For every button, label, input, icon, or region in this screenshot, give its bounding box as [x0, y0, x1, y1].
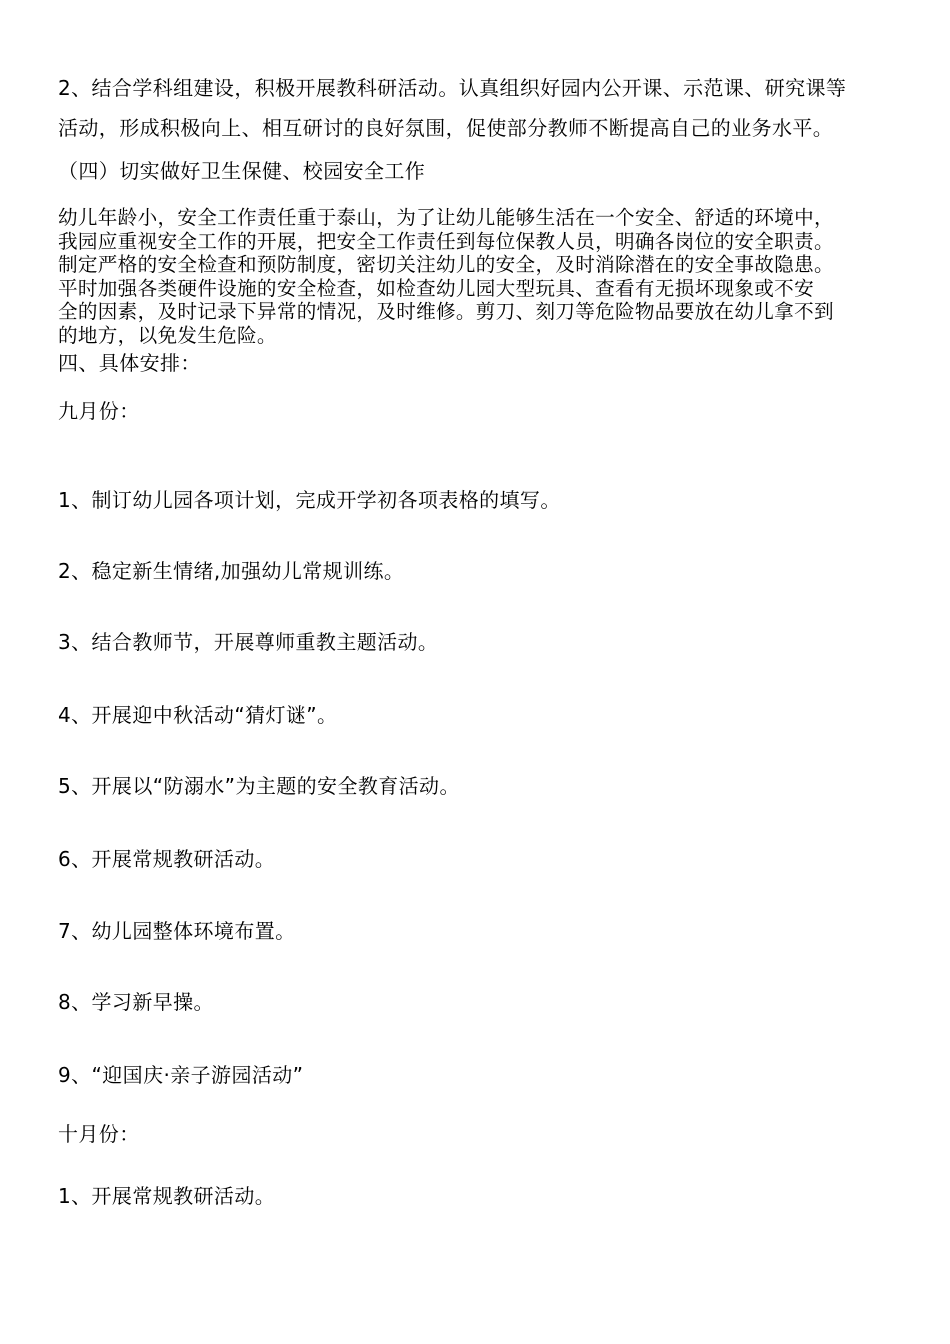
september-item-7: 7、幼儿园整体环境布置。: [58, 919, 296, 943]
september-item-2: 2、稳定新生情绪,加强幼儿常规训练。: [58, 559, 405, 583]
safety-paragraph-line: 的地方，以免发生危险。: [58, 323, 277, 347]
safety-paragraph-line: 我园应重视安全工作的开展，把安全工作责任到每位保教人员，明确各岗位的安全职责。: [58, 229, 834, 253]
september-item-9: 9、“迎国庆·亲子游园活动”: [58, 1063, 304, 1087]
safety-paragraph-line: 平时加强各类硬件设施的安全检查，如检查幼儿园大型玩具、查看有无损坏现象或不安: [58, 276, 814, 300]
september-item-5: 5、开展以“防溺水”为主题的安全教育活动。: [58, 774, 460, 798]
safety-paragraph-line: 制定严格的安全检查和预防制度，密切关注幼儿的安全，及时消除潜在的安全事故隐患。: [58, 253, 834, 276]
september-heading: 九月份：: [58, 399, 140, 423]
september-item-4: 4、开展迎中秋活动“猜灯谜”。: [58, 703, 338, 727]
schedule-heading: 四、具体安排：: [58, 351, 201, 375]
intro-item-2-line-1: 2、结合学科组建设，积极开展教科研活动。认真组织好园内公开课、示范课、研究课等: [58, 76, 847, 100]
september-item-1: 1、制订幼儿园各项计划，完成开学初各项表格的填写。: [58, 488, 561, 512]
october-item-1: 1、开展常规教研活动。: [58, 1184, 276, 1208]
safety-paragraph: [58, 206, 908, 347]
intro-item-2-line-2: 活动，形成积极向上、相互研讨的良好氛围，促使部分教师不断提高自己的业务水平。: [58, 116, 834, 140]
september-item-6: 6、开展常规教研活动。: [58, 847, 276, 871]
section-4-heading: （四）切实做好卫生保健、校园安全工作: [58, 159, 426, 183]
october-heading: 十月份：: [58, 1122, 140, 1146]
september-item-8: 8、学习新早操。: [58, 990, 214, 1014]
safety-paragraph-line: 全的因素，及时记录下异常的情况，及时维修。剪刀、刻刀等危险物品要放在幼儿拿不到: [58, 300, 834, 323]
september-item-3: 3、结合教师节，开展尊师重教主题活动。: [58, 630, 439, 654]
safety-paragraph-line: 幼儿年龄小，安全工作责任重于泰山，为了让幼儿能够生活在一个安全、舒适的环境中，: [58, 206, 834, 229]
